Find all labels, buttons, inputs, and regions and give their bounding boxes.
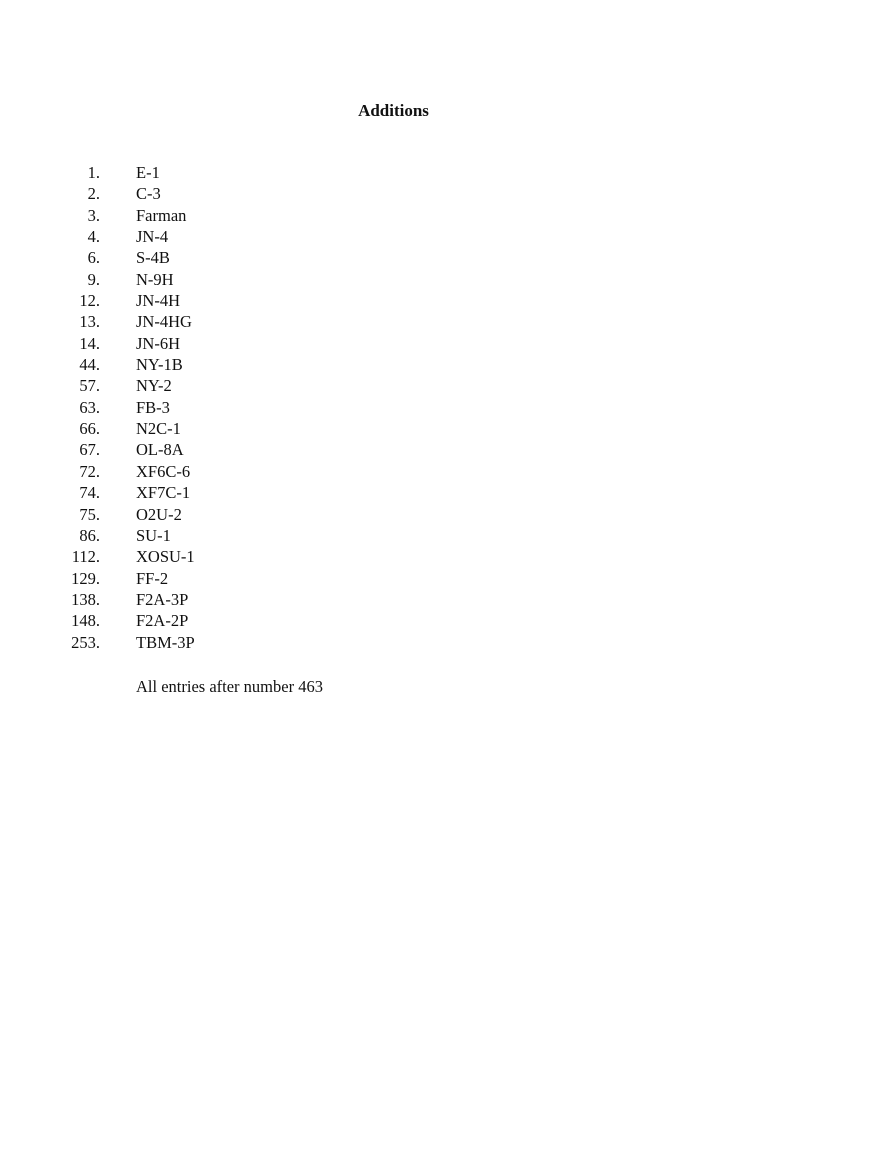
entry-model: F2A-3P: [136, 589, 189, 609]
entry-model: OL-8A: [136, 440, 184, 460]
entry-number: 14.: [79, 333, 100, 353]
entry-model: JN-4H: [136, 291, 180, 311]
entry-model: NY-2: [136, 376, 172, 396]
entry-model: O2U-2: [136, 504, 182, 524]
entry-number: 1.: [87, 163, 100, 182]
list-item: [56, 525, 195, 546]
list-item: [56, 439, 195, 460]
entry-model: S-4B: [136, 248, 170, 268]
entry-number: 86.: [79, 525, 100, 545]
entry-number: 3.: [87, 205, 100, 225]
entry-number: 67.: [79, 440, 100, 460]
entry-model: FF-2: [136, 568, 169, 588]
entry-number: 2.: [87, 184, 100, 204]
entry-number: 12.: [79, 291, 100, 311]
list-item: [56, 397, 195, 418]
entry-number: 72.: [79, 461, 100, 481]
list-item: [56, 632, 195, 653]
entry-number: 9.: [87, 269, 100, 289]
entry-number: 138.: [71, 589, 100, 609]
entry-number: 57.: [79, 376, 100, 396]
entry-number: 13.: [79, 312, 100, 332]
entry-model: E-1: [136, 163, 160, 182]
list-item: [56, 504, 195, 525]
entry-model: XF7C-1: [136, 483, 191, 503]
list-item: [56, 589, 195, 610]
entry-model: JN-4: [136, 227, 169, 247]
entry-model: SU-1: [136, 525, 171, 545]
list-item: [56, 482, 195, 503]
entry-model: FB-3: [136, 397, 170, 417]
list-item: [56, 546, 195, 567]
entry-model: NY-1B: [136, 355, 183, 375]
list-item: [56, 247, 195, 268]
entry-model: TBM-3P: [136, 632, 195, 652]
entry-model: C-3: [136, 184, 161, 204]
entry-number: 253.: [71, 632, 100, 652]
entry-model: XOSU-1: [136, 547, 195, 567]
list-item: [56, 311, 195, 332]
list-item: [56, 290, 195, 311]
entry-number: 112.: [71, 547, 100, 567]
footnote: All entries after number 463: [136, 677, 323, 696]
entry-model: JN-4HG: [136, 312, 192, 332]
list-item: [56, 354, 195, 375]
entry-number: 4.: [87, 227, 100, 247]
list-item: [56, 375, 195, 396]
list-item: [56, 568, 195, 589]
list-item: [56, 610, 195, 631]
page-title: Additions: [358, 101, 429, 120]
list-item: [56, 162, 195, 183]
list-item: [56, 269, 195, 290]
entry-model: F2A-2P: [136, 611, 189, 631]
entry-number: 148.: [71, 611, 100, 631]
entry-model: N-9H: [136, 269, 174, 289]
list-item: [56, 226, 195, 247]
list-item: [56, 205, 195, 226]
entry-number: 66.: [79, 419, 100, 439]
entry-number: 6.: [87, 248, 100, 268]
entry-list: [56, 162, 195, 653]
entry-number: 74.: [79, 483, 100, 503]
entry-model: JN-6H: [136, 333, 180, 353]
entry-model: N2C-1: [136, 419, 181, 439]
list-item: [56, 461, 195, 482]
entry-model: Farman: [136, 205, 187, 225]
list-item: [56, 418, 195, 439]
list-item: [56, 183, 195, 204]
entry-number: 75.: [79, 504, 100, 524]
entry-number: 63.: [79, 397, 100, 417]
entry-number: 129.: [71, 568, 100, 588]
list-item: [56, 333, 195, 354]
entry-number: 44.: [79, 355, 100, 375]
entry-model: XF6C-6: [136, 461, 191, 481]
